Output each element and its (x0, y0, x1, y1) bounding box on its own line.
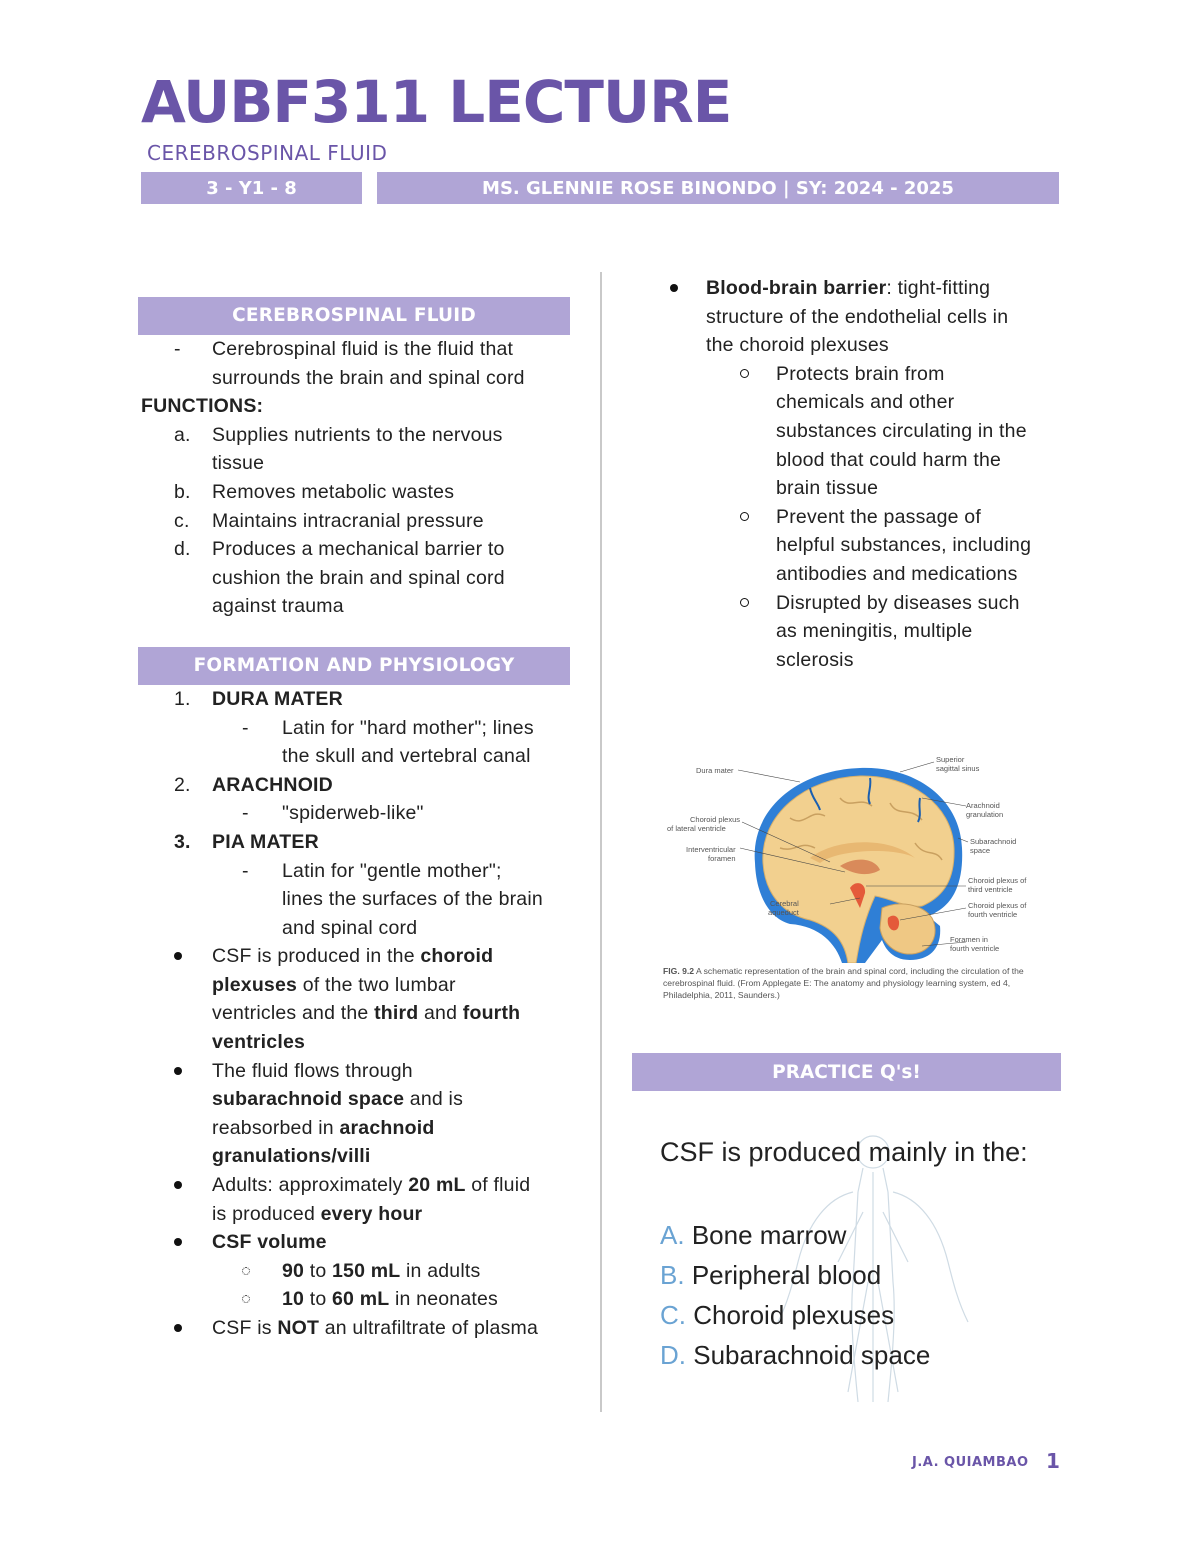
bullet-line: subarachnoid space and is (212, 1088, 464, 1111)
bbb-sub-item (632, 360, 1062, 503)
bbb-line: the choroid plexuses (706, 334, 889, 357)
option-letter: B. (660, 1260, 685, 1290)
bullet-line: Adults: approximately 20 mL of fluid (212, 1174, 531, 1197)
label-sinus-2: sagittal sinus (936, 764, 980, 773)
function-line: Maintains intracranial pressure (212, 509, 484, 532)
option-letter: C. (660, 1300, 686, 1330)
functions-label-text: FUNCTIONS: (141, 395, 264, 418)
list-marker: 2. (174, 773, 191, 796)
layer-desc-line: lines the surfaces of the brain (282, 888, 543, 911)
list-marker: 3. (174, 830, 191, 853)
caption-fig-label: FIG. 9.2 (663, 966, 695, 976)
bullet-line: CSF is NOT an ultrafiltrate of plasma (212, 1317, 539, 1339)
bbb-sub-line: chemicals and other (776, 391, 955, 414)
bullet-item (138, 942, 570, 1056)
label-interventricular-2: foramen (708, 854, 736, 863)
bbb-line: structure of the endothelial cells in (706, 305, 1009, 328)
function-line: Removes metabolic wastes (212, 480, 455, 503)
layer-item (138, 771, 570, 800)
heading-text: FORMATION AND PHYSIOLOGY (193, 654, 515, 676)
label-granulation: Arachnoid (966, 801, 1000, 810)
instructor-label: MS. GLENNIE ROSE BINONDO | SY: 2024 - 2025 (482, 177, 954, 199)
layer-desc (138, 799, 570, 828)
quiz-option[interactable] (660, 1260, 881, 1291)
layer-desc-line: and spinal cord (282, 916, 418, 939)
bbb-sub-line: brain tissue (776, 477, 879, 500)
document-subtitle: CEREBROSPINAL FLUID (147, 141, 388, 165)
list-marker: c. (174, 509, 190, 532)
label-dura: Dura mater (696, 766, 734, 775)
quiz-option[interactable] (660, 1340, 930, 1371)
list-marker: b. (174, 480, 191, 503)
page-number: 1 (1046, 1449, 1060, 1473)
dash-marker: - (242, 859, 249, 882)
option-text: Choroid plexuses (693, 1300, 895, 1330)
bbb-item (632, 274, 1062, 360)
functions-label (138, 392, 570, 421)
bullet-line: 10 to 60 mL in neonates (282, 1288, 499, 1311)
bullet-line: 90 to 150 mL in adults (282, 1259, 481, 1282)
bullet-item (138, 1171, 570, 1228)
label-granulation-2: granulation (966, 810, 1004, 819)
layer-desc-line: "spiderweb-like" (282, 802, 424, 825)
footer-author: J.A. QUIAMBAO (912, 1455, 1029, 1470)
label-foramen-2: fourth ventricle (950, 944, 1000, 953)
sub-bullet-icon (740, 503, 749, 532)
layer-item (138, 828, 570, 857)
function-line: Supplies nutrients to the nervous (212, 423, 503, 446)
label-choroid-third-2: third ventricle (968, 885, 1013, 894)
bullet-icon (174, 1228, 182, 1257)
bullet-line: reabsorbed in arachnoid (212, 1116, 435, 1139)
document-title: AUBF311 LECTURE (141, 68, 732, 136)
label-choroid-lateral: Choroid plexus (690, 815, 741, 824)
section-heading-csf (138, 297, 570, 335)
bullet-line: is produced every hour (212, 1202, 423, 1225)
sub-bullet-icon (242, 1285, 250, 1314)
label-foramen: Foramen in (950, 935, 988, 944)
option-letter: D. (660, 1340, 686, 1370)
label-subarachnoid: Subarachnoid (970, 837, 1017, 846)
spacer (138, 621, 570, 647)
bullet-icon (174, 942, 182, 971)
bullet-line: granulations/villi (212, 1145, 371, 1168)
bbb-sub-line: Prevent the passage of (776, 505, 981, 528)
bbb-sub-line: helpful substances, including (776, 534, 1032, 557)
heading-text: CEREBROSPINAL FLUID (232, 304, 476, 326)
dash-marker: - (242, 802, 249, 825)
bbb-sub-line: as meningitis, multiple (776, 620, 973, 643)
list-marker: d. (174, 538, 191, 561)
label-choroid-third: Choroid plexus of (968, 876, 1027, 885)
quiz-question: CSF is produced mainly in the: (660, 1137, 1028, 1167)
option-text: Bone marrow (691, 1220, 847, 1250)
bullet-icon (174, 1314, 182, 1343)
bbb-sub-line: Disrupted by diseases such (776, 591, 1020, 614)
bbb-sub-item (632, 503, 1062, 589)
label-choroid-fourth-2: fourth ventricle (968, 910, 1018, 919)
bullet-line: CSF volume (212, 1231, 327, 1254)
label-choroid-fourth: Choroid plexus of (968, 901, 1027, 910)
bullet-icon (174, 1057, 182, 1086)
layer-name: PIA MATER (212, 830, 319, 853)
bullet-item (138, 1314, 570, 1343)
bullet-line: ventricles (212, 1031, 306, 1054)
section-heading-formation (138, 647, 570, 685)
list-marker: a. (174, 423, 191, 446)
dash-marker: - (242, 716, 249, 739)
bbb-sub-item (632, 589, 1062, 675)
sub-bullet-icon (740, 360, 749, 389)
function-item (138, 507, 570, 536)
option-text: Peripheral blood (691, 1260, 882, 1290)
label-aqueduct: Cerebral (770, 899, 799, 908)
bullet-line: ventricles and the third and fourth (212, 1002, 521, 1025)
quiz-option[interactable] (660, 1300, 894, 1331)
layer-desc-line: Latin for "gentle mother"; (282, 859, 502, 882)
heading-text: PRACTICE Q's! (772, 1061, 921, 1083)
label-interventricular: Interventricular (686, 845, 736, 854)
section-bar (141, 172, 362, 204)
column-divider (600, 272, 602, 1412)
sub-bullet-item (138, 1285, 570, 1314)
list-marker: 1. (174, 687, 191, 710)
bullet-line: The fluid flows through (212, 1059, 413, 1082)
label-aqueduct-2: aqueduct (768, 908, 799, 917)
layer-name: ARACHNOID (212, 773, 333, 796)
option-letter: A. (660, 1220, 685, 1250)
layer-desc (138, 714, 570, 771)
bbb-sub-line: blood that could harm the (776, 448, 1002, 471)
bullet-icon (670, 274, 678, 303)
right-column (632, 274, 1062, 674)
quiz-option[interactable] (660, 1220, 846, 1251)
bbb-sub-line: substances circulating in the (776, 419, 1027, 442)
section-heading-practice (632, 1053, 1061, 1091)
section-label: 3 - Y1 - 8 (206, 177, 297, 199)
function-line: Produces a mechanical barrier to (212, 538, 505, 561)
instructor-bar (377, 172, 1059, 204)
label-sinus: Superior (936, 755, 965, 764)
label-choroid-lateral-2: of lateral ventricle (667, 824, 726, 833)
bullet-line: plexuses of the two lumbar (212, 973, 456, 996)
sub-bullet-icon (740, 589, 749, 618)
bbb-sub-line: sclerosis (776, 648, 854, 671)
layer-desc-line: Latin for "hard mother"; lines (282, 716, 534, 739)
definition-item (138, 335, 570, 392)
function-item (138, 478, 570, 507)
bullet-line: CSF is produced in the choroid (212, 945, 494, 968)
left-column (138, 297, 570, 1343)
layer-desc (138, 857, 570, 943)
function-item (138, 535, 570, 621)
quiz-slide (658, 1132, 1078, 1412)
function-line: tissue (212, 452, 265, 475)
label-subarachnoid-2: space (970, 846, 991, 855)
bullet-icon (174, 1171, 182, 1200)
function-line: against trauma (212, 595, 344, 618)
layer-desc-line: the skull and vertebral canal (282, 745, 531, 768)
sub-bullet-item (138, 1257, 570, 1286)
layer-name: DURA MATER (212, 687, 343, 710)
bullet-item (138, 1228, 570, 1257)
bullet-item (138, 1057, 570, 1171)
function-item (138, 421, 570, 478)
sub-bullet-icon (242, 1257, 250, 1286)
function-line: cushion the brain and spinal cord (212, 566, 505, 589)
layer-item (138, 685, 570, 714)
caption-text: A schematic representation of the brain and spinal cord, including the circulation of the cerebrospinal fluid. (From Applegate E: The anatomy and physiology learning system, ed 4, Philadelphia, 2011, Saunders.) (663, 966, 1024, 1000)
definition-line: Cerebrospinal fluid is the fluid that (212, 338, 514, 360)
option-text: Subarachnoid space (693, 1340, 931, 1370)
definition-line: surrounds the brain and spinal cord (212, 366, 525, 389)
bbb-line: Blood-brain barrier: tight-fitting (706, 277, 991, 299)
dash-marker: - (174, 338, 181, 360)
figure-caption (663, 965, 1043, 1001)
brain-diagram (660, 748, 1046, 963)
bbb-sub-line: Protects brain from (776, 362, 945, 385)
bbb-sub-line: antibodies and medications (776, 562, 1018, 585)
